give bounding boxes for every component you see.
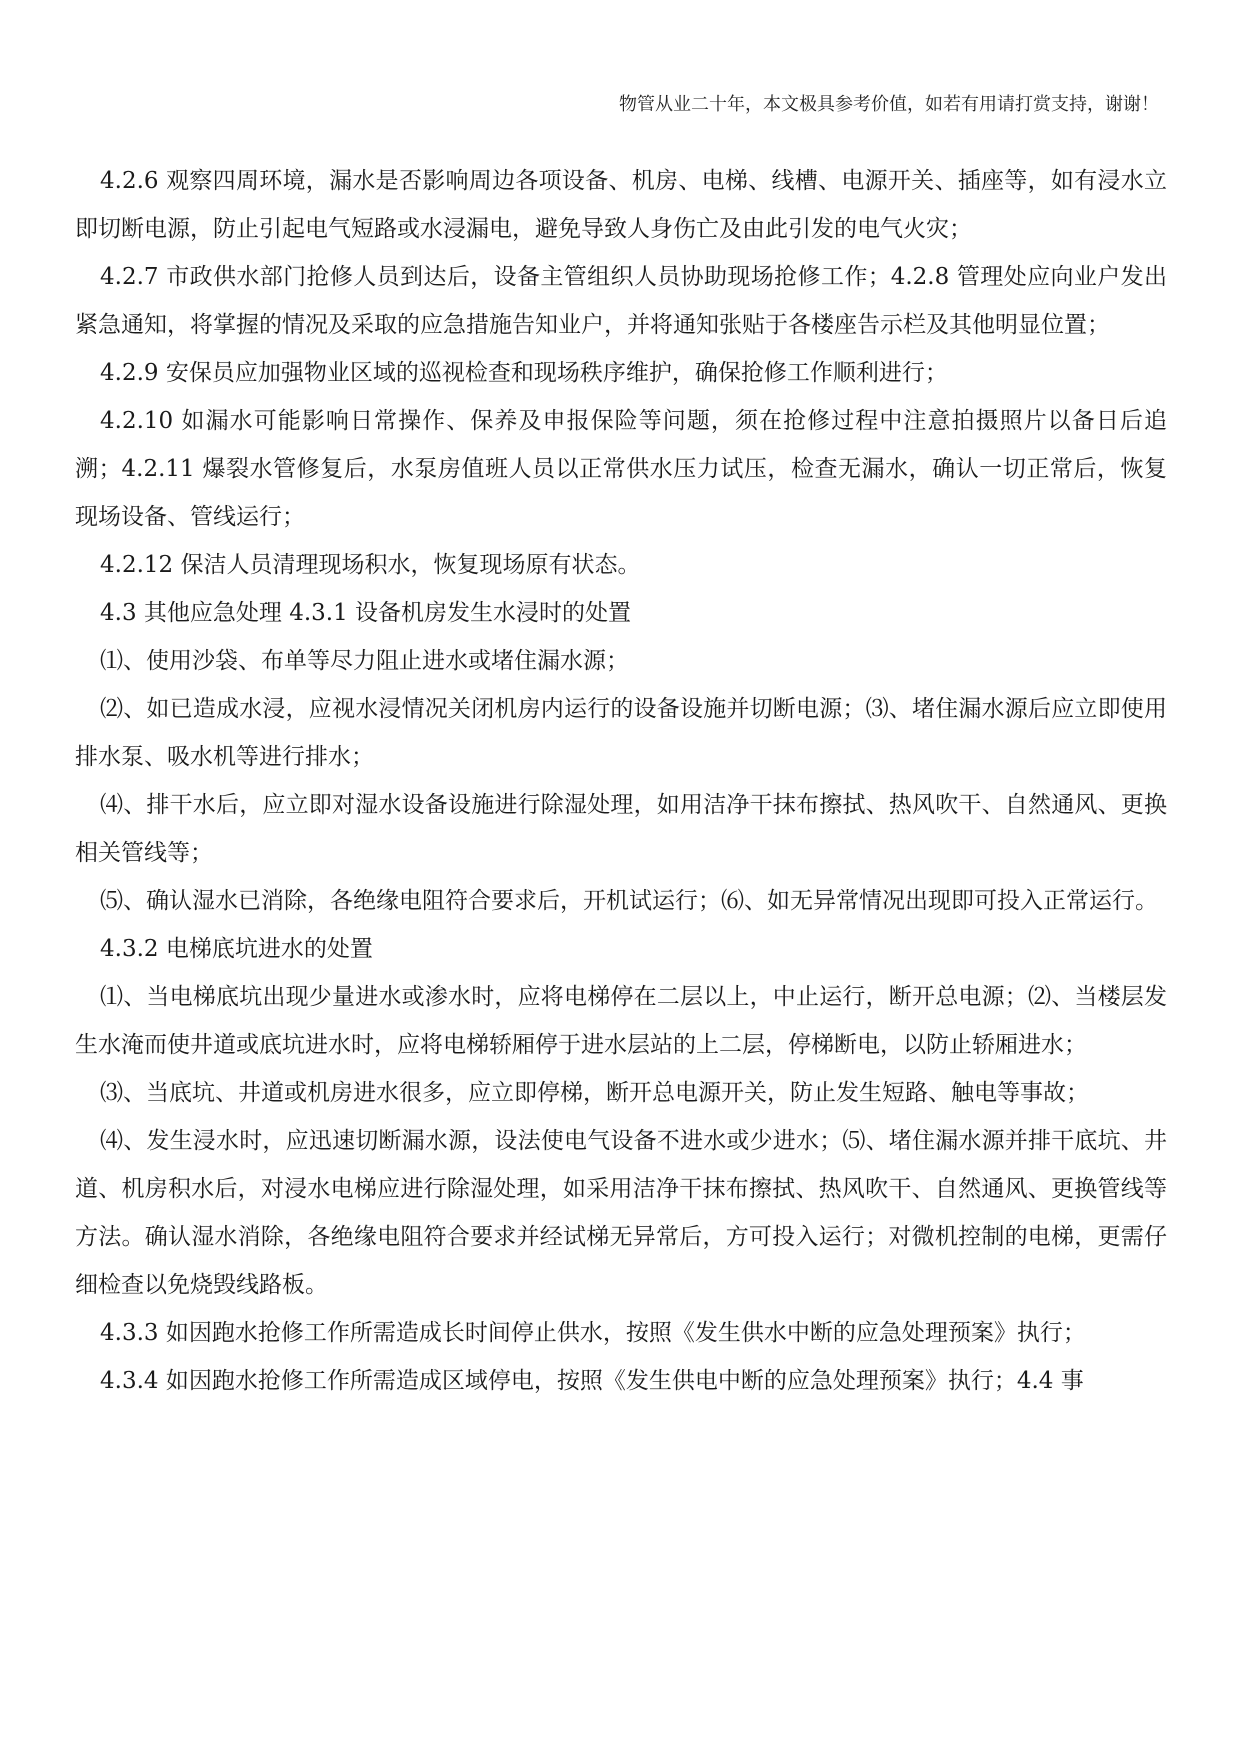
paragraph: ⑶、当底坑、井道或机房进水很多，应立即停梯，断开总电源开关，防止发生短路、触电等事故； — [100, 1080, 1089, 1106]
paragraph: 4.3 其他应急处理 4.3.1 设备机房发生水浸时的处置 — [100, 600, 632, 626]
paragraph: ⑷、发生浸水时，应迅速切断漏水源，设法使电气设备不进水或少进水；⑸、堵住漏水源并排干底坑、井道、机房积水后，对浸水电梯应进行除湿处理，如采用洁净干抹布擦拭、热风吹干、自然通风、更换管线等方法。确认湿水消除，各绝缘电阻符合要求并经试梯无异常后，方可投入运行；对微机控制的电梯，更需仔细检查以免烧毁线路板。 — [75, 1128, 1167, 1298]
paragraph: 4.2.9 安保员应加强物业区域的巡视检查和现场秩序维护，确保抢修工作顺利进行； — [100, 360, 948, 386]
paragraph: ⑴、当电梯底坑出现少量进水或渗水时，应将电梯停在二层以上，中止运行，断开总电源；⑵、当楼层发生水淹而使井道或底坑进水时，应将电梯轿厢停于进水层站的上二层，停梯断电，以防止轿厢进水； — [75, 984, 1167, 1058]
paragraph: ⑵、如已造成水浸，应视水浸情况关闭机房内运行的设备设施并切断电源；⑶、堵住漏水源后应立即使用排水泵、吸水机等进行排水； — [75, 696, 1167, 770]
paragraph: 4.2.7 市政供水部门抢修人员到达后，设备主管组织人员协助现场抢修工作；4.2.8 管理处应向业户发出紧急通知，将掌握的情况及采取的应急措施告知业户，并将通知张贴于各楼座告示栏及其他明显位置； — [75, 264, 1167, 338]
paragraph: 4.2.12 保洁人员清理现场积水，恢复现场原有状态。 — [100, 552, 641, 578]
header-note: 物管从业二十年，本文极具参考价值，如若有用请打赏支持，谢谢！ — [619, 94, 1159, 115]
paragraph: 4.2.6 观察四周环境，漏水是否影响周边各项设备、机房、电梯、线槽、电源开关、插座等，如有浸水立即切断电源，防止引起电气短路或水浸漏电，避免导致人身伤亡及由此引发的电气火灾； — [75, 168, 1167, 242]
paragraph: ⑷、排干水后，应立即对湿水设备设施进行除湿处理，如用洁净干抹布擦拭、热风吹干、自然通风、更换相关管线等； — [75, 792, 1167, 866]
document-body — [75, 157, 1167, 1405]
paragraph: 4.3.4 如因跑水抢修工作所需造成区域停电，按照《发生供电中断的应急处理预案》执行；4.4 事 — [100, 1368, 1084, 1394]
paragraph: ⑸、确认湿水已消除，各绝缘电阻符合要求后，开机试运行；⑹、如无异常情况出现即可投入正常运行。 — [100, 888, 1158, 914]
paragraph: ⑴、使用沙袋、布单等尽力阻止进水或堵住漏水源； — [100, 648, 629, 674]
paragraph: 4.3.3 如因跑水抢修工作所需造成长时间停止供水，按照《发生供水中断的应急处理预案》执行； — [100, 1320, 1086, 1346]
paragraph: 4.2.10 如漏水可能影响日常操作、保养及申报保险等问题，须在抢修过程中注意拍摄照片以备日后追溯；4.2.11 爆裂水管修复后，水泵房值班人员以正常供水压力试压，检查无漏水，确认一切正常后，恢复现场设备、管线运行； — [75, 408, 1167, 530]
paragraph: 4.3.2 电梯底坑进水的处置 — [100, 936, 373, 962]
